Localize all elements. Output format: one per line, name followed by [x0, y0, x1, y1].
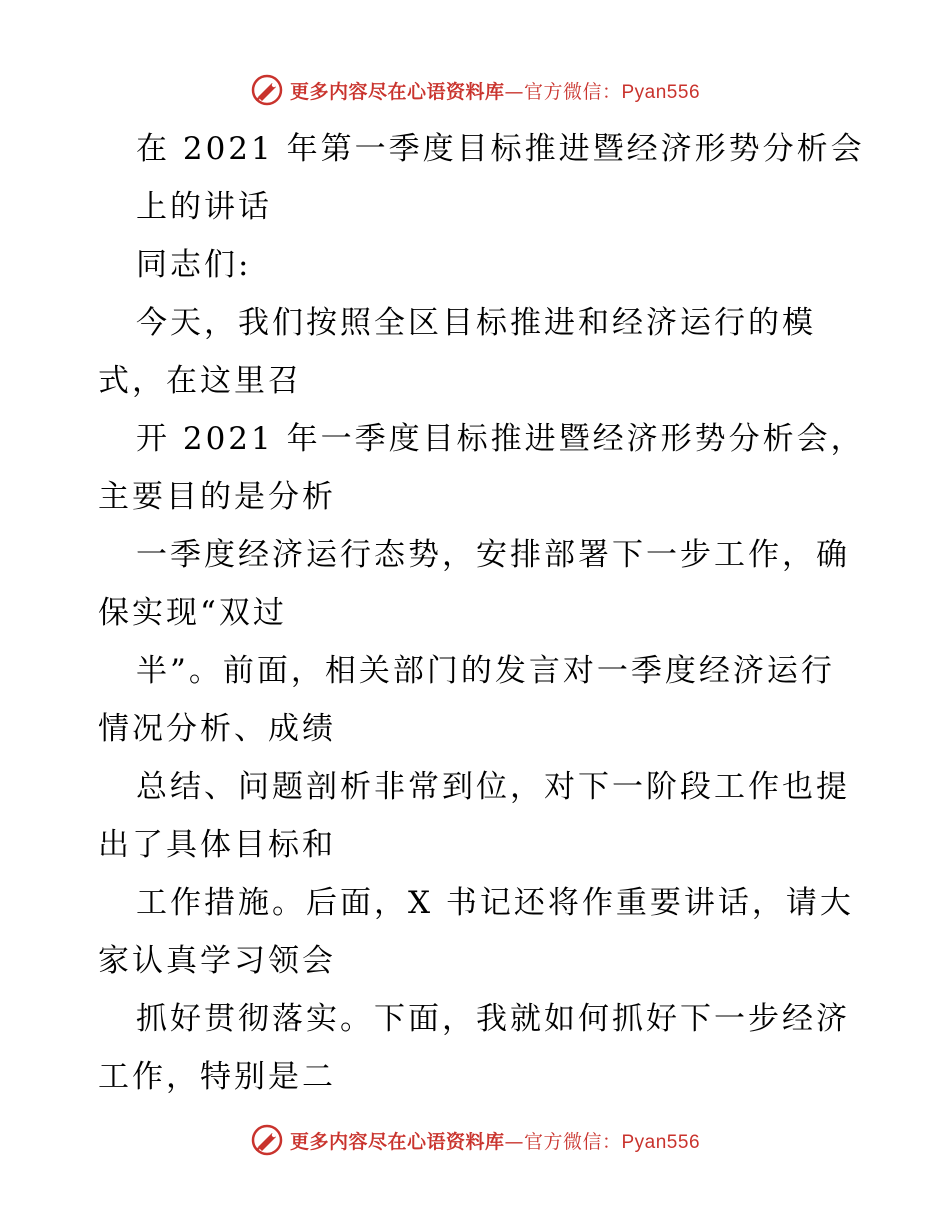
text-line: 半”。前面，相关部门的发言对一季度经济运行	[136, 653, 835, 689]
banner-dash: —	[504, 80, 524, 103]
banner-wechat-handle: Pyan556	[621, 81, 701, 103]
text-line: 出了具体目标和	[98, 827, 336, 863]
footer-banner	[0, 1120, 950, 1160]
banner-wechat-handle: Pyan556	[621, 1131, 701, 1153]
header-banner	[0, 70, 950, 110]
text-line: 抓好贯彻落实。下面，我就如何抓好下一步经济	[136, 1001, 850, 1037]
logo-icon	[250, 73, 284, 107]
text-line: 同志们:	[136, 247, 252, 283]
text-line: 式，在这里召	[98, 363, 302, 399]
banner-site-name: 更多内容尽在心语资料库	[289, 1130, 505, 1153]
text-line: 工作措施。后面，X 书记还将作重要讲话，请大	[136, 885, 854, 921]
document-body	[98, 120, 865, 1106]
banner-text	[290, 77, 700, 104]
banner-wechat-label: 官方微信：	[523, 1130, 622, 1153]
text-line: 上的讲话	[136, 189, 272, 225]
text-line: 一季度经济运行态势，安排部署下一步工作，确	[136, 537, 850, 573]
text-line: 总结、问题剖析非常到位，对下一阶段工作也提	[136, 769, 850, 805]
text-line: 今天，我们按照全区目标推进和经济运行的模	[136, 305, 816, 341]
text-line: 工作，特别是二	[98, 1059, 336, 1095]
text-line: 主要目的是分析	[98, 479, 336, 515]
banner-wechat-label: 官方微信：	[523, 80, 622, 103]
text-line: 开 2021 年一季度目标推进暨经济形势分析会，	[136, 421, 865, 457]
banner-text	[290, 1127, 700, 1154]
text-line: 在 2021 年第一季度目标推进暨经济形势分析会	[136, 131, 865, 167]
logo-icon	[250, 1123, 284, 1157]
banner-site-name: 更多内容尽在心语资料库	[289, 80, 505, 103]
text-line: 情况分析、成绩	[98, 711, 336, 747]
text-line: 保实现“双过	[98, 595, 287, 631]
text-line: 家认真学习领会	[98, 943, 336, 979]
banner-dash: —	[504, 1130, 524, 1153]
